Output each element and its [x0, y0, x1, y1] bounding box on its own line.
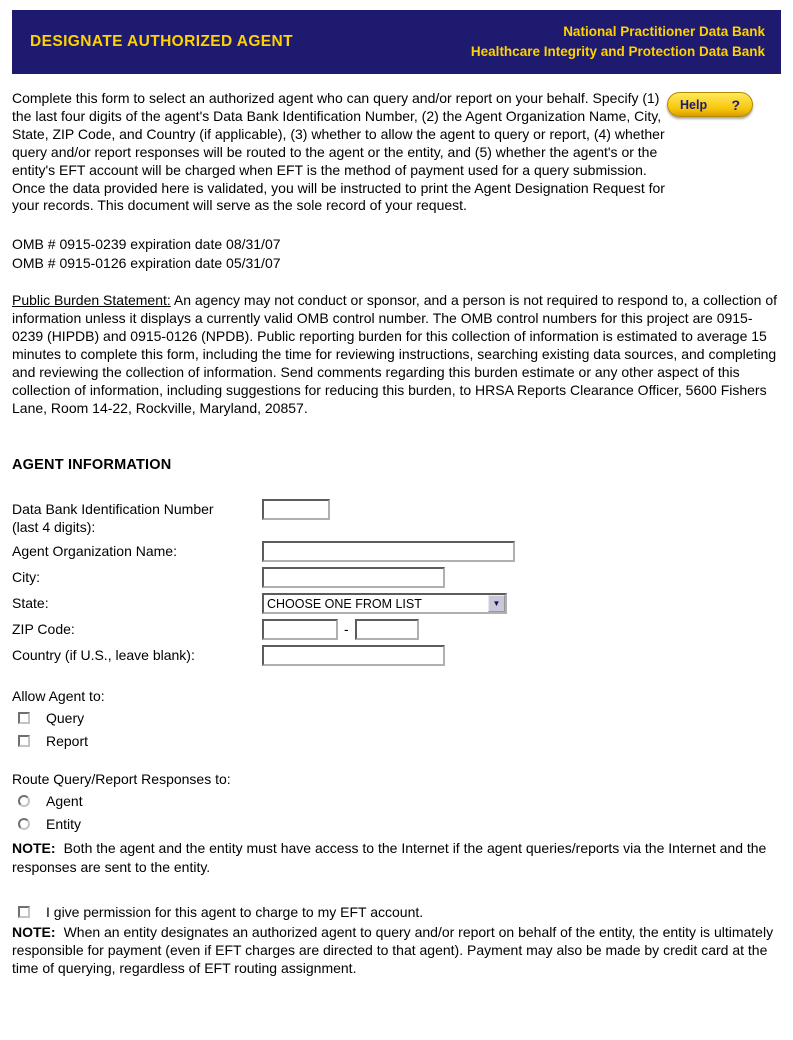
agent-radio[interactable]: [18, 795, 30, 807]
org-name-row: [12, 541, 781, 562]
page-title: DESIGNATE AUTHORIZED AGENT: [30, 33, 293, 50]
entity-radio-label: Entity: [46, 816, 82, 833]
country-input[interactable]: [262, 645, 445, 666]
country-label: Country (if U.S., leave blank):: [12, 647, 195, 664]
zip-row: [12, 619, 781, 640]
zip-input-2[interactable]: [355, 619, 419, 640]
eft-permission-checkbox[interactable]: [18, 906, 30, 918]
query-checkbox-label: Query: [46, 710, 85, 727]
eft-note-label: NOTE:: [12, 923, 56, 940]
route-responses-group: [12, 771, 781, 875]
org-name-label: Agent Organization Name:: [12, 543, 177, 560]
route-entity-row: [18, 816, 781, 832]
dbin-label: [12, 499, 262, 536]
state-select[interactable]: [262, 593, 507, 614]
allow-agent-label: Allow Agent to:: [12, 688, 105, 705]
omb-line-2: OMB # 0915-0126 expiration date 05/31/07: [12, 255, 281, 272]
allow-agent-query-row: [18, 710, 781, 726]
state-select-value: CHOOSE ONE FROM LIST: [267, 596, 422, 611]
public-burden-text: An agency may not conduct or sponsor, and a person is not required to respond to, a collection of information unless it displays a currently valid OMB control number. The OMB control numbers for this project are 0915-0239 (HIPDB) and 0915-0126 (NPDB). Public reporting burden for this collection of information is estimated to average 15 minutes to complete this form, including the time for reviewing instructions, searching existing data sources, and completing and reviewing the collection of information. Send comments regarding this burden estimate or any other aspect of this collection of information, including suggestions for reducing this burden, to HRSA Reports Clearance Officer, 5600 Fishers Lane, Room 14-22, Rockville, Maryland, 20857.: [12, 292, 778, 416]
dbin-label-line1: Data Bank Identification Number: [12, 501, 214, 518]
org-line-1: National Practitioner Data Bank: [563, 23, 765, 39]
org-name-input[interactable]: [262, 541, 515, 562]
route-note-text: Both the agent and the entity must have access to the Internet if the agent queries/reports via the Internet and the responses are sent to the entity.: [12, 840, 767, 875]
public-burden-statement: [12, 292, 781, 417]
help-button-label: Help: [680, 97, 708, 112]
route-note: [12, 839, 781, 875]
city-row: [12, 567, 781, 588]
route-note-label: NOTE:: [12, 840, 56, 857]
dbin-row: [12, 499, 781, 536]
state-label: State:: [12, 595, 49, 612]
agent-information-heading: AGENT INFORMATION: [12, 457, 172, 474]
org-line-2: Healthcare Integrity and Protection Data Bank: [470, 44, 765, 59]
omb-line-1: OMB # 0915-0239 expiration date 08/31/07: [12, 236, 281, 253]
agent-radio-label: Agent: [46, 793, 83, 810]
allow-agent-report-row: [18, 733, 781, 749]
allow-agent-group: [12, 688, 781, 749]
intro-section: [12, 90, 781, 215]
eft-note-text: When an entity designates an authorized agent to query and/or report on behalf of the entity, the entity is ultimately responsible for payment (even if EFT charges are directed to that agent). Payment may also be made by credit card at the time of querying, regardless of EFT routing assignment.: [12, 923, 774, 977]
header-bar: [12, 10, 781, 74]
query-checkbox[interactable]: [18, 712, 30, 724]
zip-separator: -: [344, 621, 349, 638]
zip-label: ZIP Code:: [12, 621, 75, 638]
public-burden-label: Public Burden Statement:: [12, 292, 171, 309]
question-mark-icon: ?: [731, 96, 740, 113]
route-agent-row: [18, 793, 781, 809]
entity-radio[interactable]: [18, 818, 30, 830]
eft-permission-label: I give permission for this agent to charge to my EFT account.: [46, 903, 424, 920]
city-label: City:: [12, 569, 40, 586]
org-names: [471, 22, 765, 63]
country-row: [12, 645, 781, 666]
intro-text: Complete this form to select an authorized agent who can query and/or report on your behalf. Specify (1) the last four digits of the agent's Data Bank Identification Number, (2) the Agent Organization Name, City, State, ZIP Code, and Country (if applicable), (3) whether to allow the agent to query or report, (4) whether query and/or report responses will be routed to the agent or the entity, and (5) whether the agent's or the entity's EFT account will be charged when EFT is the method of payment used for a query submission. Once the data provided here is validated, you will be instructed to print the Agent Designation Request for your records. This document will serve as the sole record of your request.: [12, 90, 665, 214]
dbin-label-line2: (last 4 digits):: [12, 518, 96, 535]
zip-input-1[interactable]: [262, 619, 338, 640]
eft-note: [12, 923, 781, 978]
report-checkbox[interactable]: [18, 735, 30, 747]
agent-information-form: [12, 499, 781, 666]
chevron-down-icon[interactable]: ▼: [488, 595, 505, 612]
state-row: [12, 593, 781, 614]
report-checkbox-label: Report: [46, 733, 89, 750]
city-input[interactable]: [262, 567, 445, 588]
route-responses-label: Route Query/Report Responses to:: [12, 771, 231, 788]
omb-block: [12, 235, 781, 273]
help-button[interactable]: [667, 92, 753, 117]
eft-group: [12, 904, 781, 978]
eft-permission-row: [18, 904, 781, 920]
dbin-input[interactable]: [262, 499, 330, 520]
